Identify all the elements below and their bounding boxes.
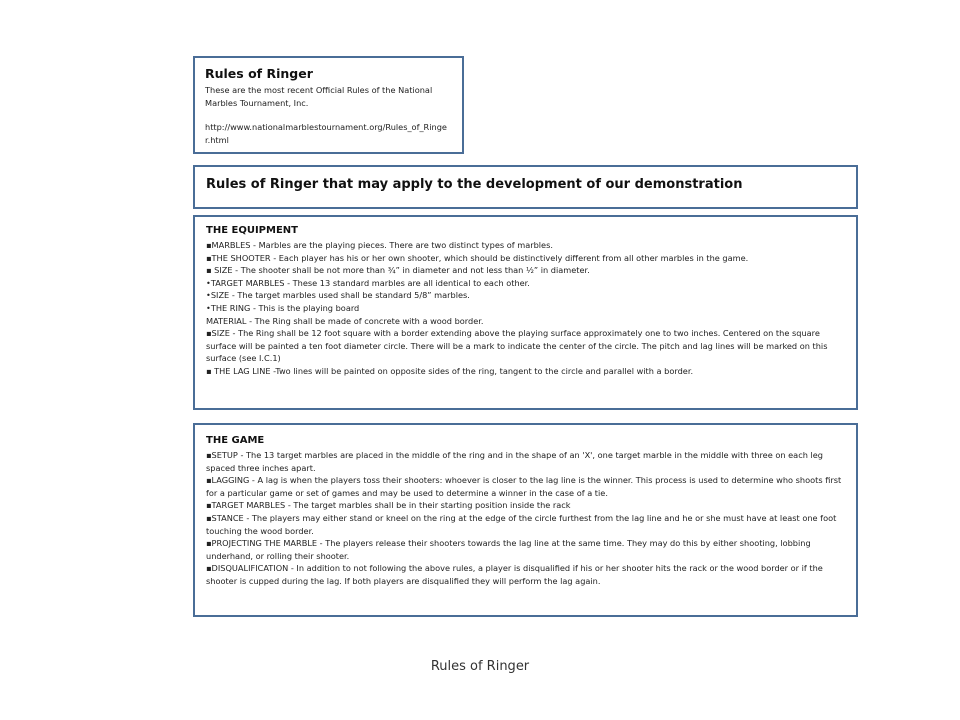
intro-title: Rules of Ringer [205, 66, 313, 81]
equipment-line: •TARGET MARBLES - These 13 standard marbles are all identical to each other. [206, 277, 530, 288]
game-heading: THE GAME [206, 435, 265, 446]
equipment-line: MATERIAL - The Ring shall be made of concrete with a wood border. [206, 315, 484, 326]
game-line: ▪TARGET MARBLES - The target marbles shall be in their starting position inside the rack [206, 500, 571, 511]
equipment-line: ▪MARBLES - Marbles are the playing pieces. There are two distinct types of marbles. [206, 240, 553, 250]
intro-url: http://www.nationalmarblestournament.org/Rules_of_Ringer.html [205, 122, 447, 145]
game-box [193, 423, 858, 617]
intro-description: These are the most recent Official Rules of the National Marbles Tournament, Inc. [205, 85, 433, 108]
equipment-line: ▪ SIZE - The shooter shall be not more than ¾” in diameter and not less than ½” in diameter. [206, 265, 590, 276]
equipment-line: •THE RING - This is the playing board [206, 302, 360, 313]
game-line: ▪STANCE - The players may either stand or kneel on the ring at the edge of the circle furthest from the lag line and he or she must have at least one foot touching the wood border. [206, 512, 837, 536]
game-line: ▪PROJECTING THE MARBLE - The players release their shooters towards the lag line at the same time. They may do this by either shooting, lobbing underhand, or rolling their shooter. [206, 538, 811, 561]
game-list [206, 449, 845, 588]
equipment-line: ▪ THE LAG LINE -Two lines will be painted on opposite sides of the ring, tangent to the circle and parallel with a border. [206, 365, 694, 376]
equipment-box [193, 215, 858, 410]
equipment-list [206, 239, 845, 378]
game-line: ▪DISQUALIFICATION - In addition to not following the above rules, a player is disqualified if his or her shooter hits the rack or the wood border or if the shooter is cupped during the lag. If both players are disqualified they will perform the lag again. [206, 563, 823, 586]
equipment-heading: THE EQUIPMENT [206, 225, 298, 236]
game-line: ▪SETUP - The 13 target marbles are placed in the middle of the ring and in the shape of an 'X', one target marble in the middle with three on each leg spaced three inches apart. [206, 450, 823, 473]
equipment-line: •SIZE - The target marbles used shall be standard 5/8” marbles. [206, 290, 470, 301]
equipment-line: ▪SIZE - The Ring shall be 12 foot square with a border extending above the playing surface approximately one to two inches. Centered on the square surface will be painted a ten foot diameter circle. There will be a mark to indicate the center of the circle. The pitch and lag lines will be marked on this surface (see I.C.1) [206, 328, 828, 364]
footer-caption: Rules of Ringer [430, 659, 530, 674]
subtitle-box [193, 165, 858, 209]
equipment-line: ▪THE SHOOTER - Each player has his or her own shooter, which should be distinctively different from all other marbles in the game. [206, 252, 749, 263]
intro-box [193, 56, 464, 154]
subtitle-title: Rules of Ringer that may apply to the development of our demonstration [206, 177, 743, 192]
game-line: ▪LAGGING - A lag is when the players toss their shooters: whoever is closer to the lag line is the winner. This process is used to determine who shoots first for a particular game or set of games and may be used to determine a winner in the case of a tie. [206, 475, 842, 498]
